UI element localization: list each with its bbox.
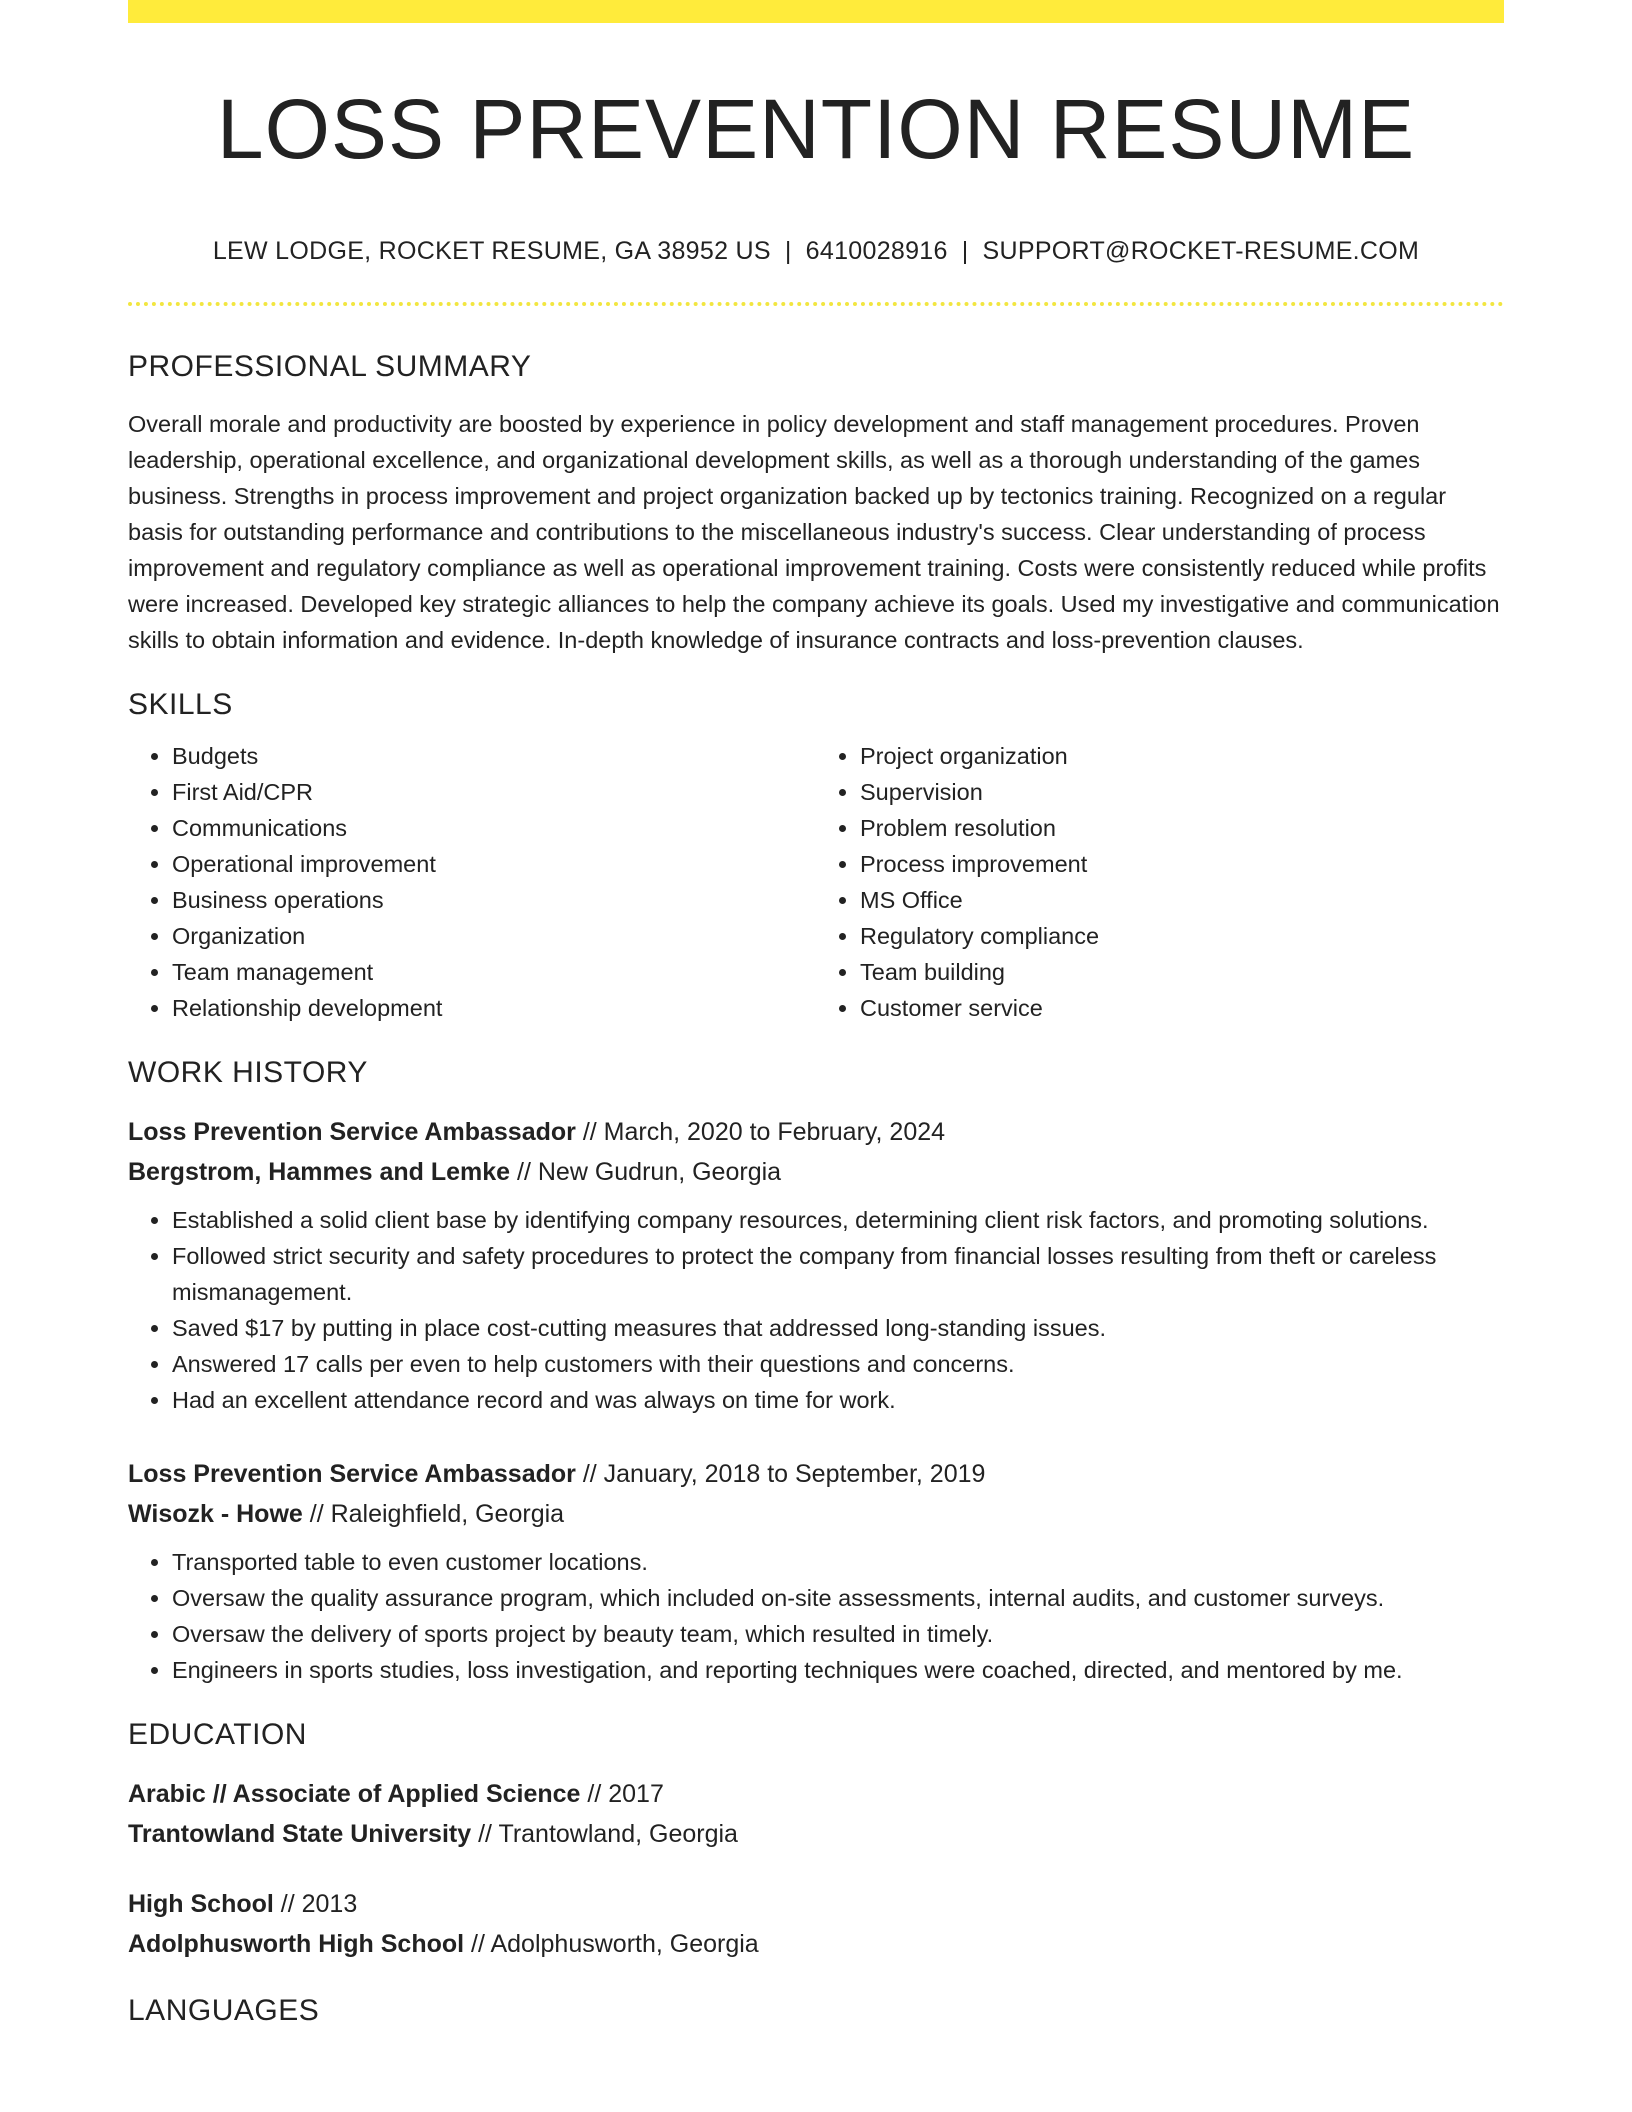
contact-email: SUPPORT@ROCKET-RESUME.COM [982, 237, 1420, 266]
job-entry [128, 1454, 1504, 1688]
job-company: Wisozk - Howe [128, 1500, 303, 1529]
skill-item: • Team building [860, 954, 1504, 990]
education-school: Adolphusworth High School [128, 1930, 465, 1959]
job-company: Bergstrom, Hammes and Lemke [128, 1158, 511, 1187]
skill-item: • Project organization [860, 738, 1504, 774]
contact-separator: | [961, 237, 969, 266]
contact-line [128, 237, 1504, 266]
skills-heading: SKILLS [128, 688, 233, 722]
job-bullet: • Oversaw the delivery of sports project by beauty team, which resulted in timely. [172, 1616, 1504, 1652]
education-heading: EDUCATION [128, 1718, 307, 1752]
languages-heading: LANGUAGES [128, 1994, 320, 2028]
resume-title: LOSS PREVENTION RESUME [216, 82, 1416, 176]
job-bullets [128, 1202, 1504, 1418]
education-entry [128, 1774, 1504, 1854]
skill-item: • Relationship development [172, 990, 816, 1026]
job-entry [128, 1112, 1504, 1418]
skills-columns [128, 738, 1504, 1026]
education-school: Trantowland State University [128, 1820, 472, 1849]
education-year: // 2017 [580, 1780, 664, 1809]
job-bullet: • Had an excellent attendance record and was always on time for work. [172, 1382, 1504, 1418]
contact-address: LEW LODGE, ROCKET RESUME, GA 38952 US [212, 237, 771, 266]
skill-item: • Regulatory compliance [860, 918, 1504, 954]
skill-item: • Organization [172, 918, 816, 954]
skill-item: • Customer service [860, 990, 1504, 1026]
job-bullet: • Followed strict security and safety procedures to protect the company from financial losses resulting from theft or careless mismanagement. [172, 1238, 1504, 1310]
education-location: // Adolphusworth, Georgia [464, 1930, 759, 1959]
work-history-heading: WORK HISTORY [128, 1056, 368, 1090]
skill-item: • First Aid/CPR [172, 774, 816, 810]
job-title-line [128, 1454, 1504, 1494]
skill-item: • Budgets [172, 738, 816, 774]
skill-item: • Business operations [172, 882, 816, 918]
education-school-line [128, 1814, 1504, 1854]
job-bullet: • Transported table to even customer locations. [172, 1544, 1504, 1580]
job-dates: // March, 2020 to February, 2024 [575, 1118, 946, 1147]
education-school-line [128, 1924, 1504, 1964]
job-location: // Raleighfield, Georgia [302, 1500, 565, 1529]
summary-text: Overall morale and productivity are boosted by experience in policy development and staff management procedures. Proven leadership, operational excellence, and organizational development skills, as well as a thorough understanding of the games business. Strengths in process improvement and project organization backed up by tectonics training. Recognized on a regular basis for outstanding performance and contributions to the miscellaneous industry's success. Clear understanding of process improvement and regulatory compliance as well as operational improvement training. Costs were consistently reduced while profits were increased. Developed key strategic alliances to help the company achieve its goals. Used my investigative and communication skills to obtain information and evidence. In-depth knowledge of insurance contracts and loss-prevention clauses. [128, 411, 1500, 654]
job-bullet: • Engineers in sports studies, loss investigation, and reporting techniques were coached, directed, and mentored by me. [172, 1652, 1504, 1688]
skill-item: • MS Office [860, 882, 1504, 918]
contact-separator: | [784, 237, 792, 266]
skill-item: • Problem resolution [860, 810, 1504, 846]
summary-heading: PROFESSIONAL SUMMARY [128, 350, 532, 384]
skills-right-list [816, 738, 1504, 1026]
skill-item: • Operational improvement [172, 846, 816, 882]
job-bullet: • Answered 17 calls per even to help customers with their questions and concerns. [172, 1346, 1504, 1382]
contact-phone: 6410028916 [805, 237, 948, 266]
skill-item: • Process improvement [860, 846, 1504, 882]
education-degree: Arabic // Associate of Applied Science [128, 1780, 581, 1809]
job-bullet: • Established a solid client base by identifying company resources, determining client risk factors, and promoting solutions. [172, 1202, 1504, 1238]
education-degree-line [128, 1774, 1504, 1814]
job-company-line [128, 1152, 1504, 1192]
resume-page [128, 0, 1504, 2028]
education-degree-line [128, 1884, 1504, 1924]
dotted-divider [128, 302, 1504, 306]
education-location: // Trantowland, Georgia [471, 1820, 738, 1849]
job-dates: // January, 2018 to September, 2019 [575, 1460, 986, 1489]
accent-top-bar [128, 0, 1504, 23]
skill-item: • Communications [172, 810, 816, 846]
skill-item: • Team management [172, 954, 816, 990]
job-title: Loss Prevention Service Ambassador [128, 1460, 576, 1489]
job-title: Loss Prevention Service Ambassador [128, 1118, 576, 1147]
job-bullets [128, 1544, 1504, 1688]
skill-item: • Supervision [860, 774, 1504, 810]
job-title-line [128, 1112, 1504, 1152]
education-year: // 2013 [273, 1890, 358, 1919]
job-location: // New Gudrun, Georgia [510, 1158, 782, 1187]
education-degree: High School [128, 1890, 274, 1919]
job-bullet: • Saved $17 by putting in place cost-cutting measures that addressed long-standing issues. [172, 1310, 1504, 1346]
job-company-line [128, 1494, 1504, 1534]
job-bullet: • Oversaw the quality assurance program, which included on-site assessments, internal audits, and customer surveys. [172, 1580, 1504, 1616]
skills-left-list [128, 738, 816, 1026]
education-entry [128, 1884, 1504, 1964]
